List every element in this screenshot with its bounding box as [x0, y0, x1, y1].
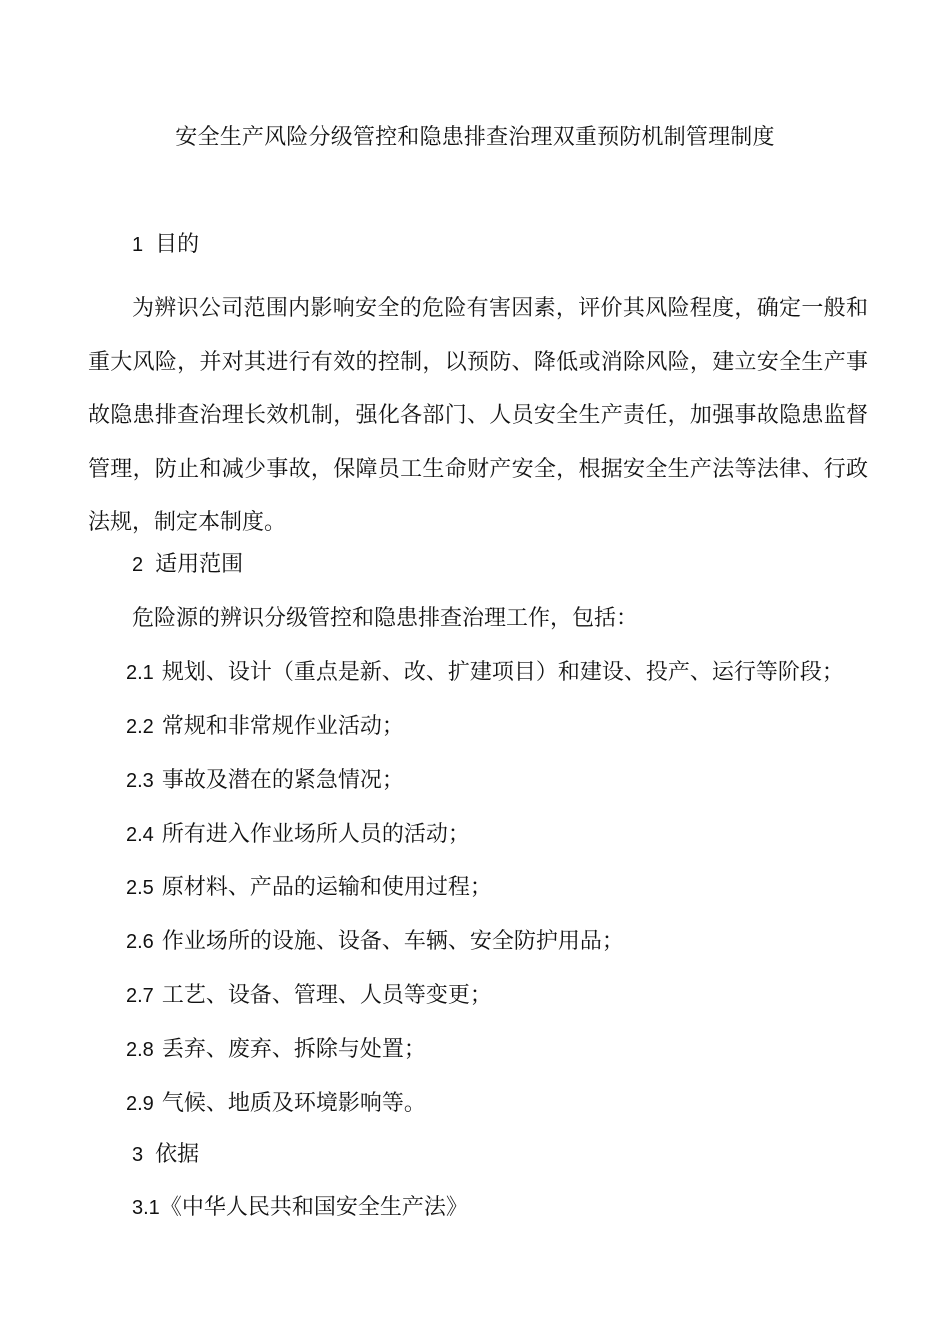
item-number: 2.8: [126, 1039, 154, 1061]
list-item: [126, 765, 916, 797]
item-text: 工艺、设备、管理、人员等变更；: [161, 983, 492, 1008]
section-1-paragraph: 为辨识公司范围内影响安全的危险有害因素，评价其风险程度，确定一般和重大风险，并对其进行有效的控制，以预防、降低或消除风险，建立安全生产事故隐患排查治理长效机制，强化各部门、人员安全生产责任，加强事故隐患监督管理，防止和减少事故，保障员工生命财产安全，根据安全生产法等法律、行政法规，制定本制度。: [88, 296, 868, 536]
item-number: 2.4: [126, 824, 154, 846]
section-2-intro: 危险源的辨识分级管控和隐患排查治理工作，包括：: [132, 606, 639, 631]
item-number: 2.1: [126, 662, 154, 684]
list-item: [126, 980, 916, 1012]
item-text: 规划、设计（重点是新、改、扩建项目）和建设、投产、运行等阶段；: [161, 660, 844, 685]
list-item: [126, 1034, 916, 1066]
item-text: 作业场所的设施、设备、车辆、安全防护用品；: [161, 929, 624, 954]
item-text: 所有进入作业场所人员的活动；: [161, 822, 470, 847]
section-number: 2: [132, 554, 144, 576]
list-item: [126, 657, 916, 689]
item-text: 原材料、产品的运输和使用过程；: [161, 875, 492, 900]
list-item: [132, 1192, 922, 1224]
item-number: 2.9: [126, 1093, 154, 1115]
item-text: 气候、地质及环境影响等。: [161, 1091, 426, 1116]
list-item: [126, 872, 916, 904]
section-1-heading: [132, 229, 922, 261]
item-text: 《中华人民共和国安全生产法》: [159, 1195, 468, 1220]
section-title: 依据: [155, 1142, 200, 1167]
section-3-heading: [132, 1139, 922, 1171]
section-number: 1: [132, 234, 144, 256]
list-item: [126, 711, 916, 743]
item-text: 常规和非常规作业活动；: [161, 714, 404, 739]
item-number: 3.1: [132, 1197, 160, 1219]
item-number: 2.2: [126, 716, 154, 738]
list-item: [126, 1088, 916, 1120]
section-number: 3: [132, 1144, 144, 1166]
item-number: 2.3: [126, 770, 154, 792]
item-text: 丢弃、废弃、拆除与处置；: [161, 1037, 426, 1062]
section-title: 目的: [155, 232, 200, 257]
section-2-heading: [132, 549, 922, 581]
item-number: 2.5: [126, 877, 154, 899]
item-text: 事故及潜在的紧急情况；: [161, 768, 404, 793]
document-title: 安全生产风险分级管控和隐患排查治理双重预防机制管理制度: [175, 125, 775, 150]
list-item: [126, 819, 916, 851]
item-number: 2.6: [126, 931, 154, 953]
list-item: [126, 926, 916, 958]
item-number: 2.7: [126, 985, 154, 1007]
section-title: 适用范围: [155, 552, 244, 577]
